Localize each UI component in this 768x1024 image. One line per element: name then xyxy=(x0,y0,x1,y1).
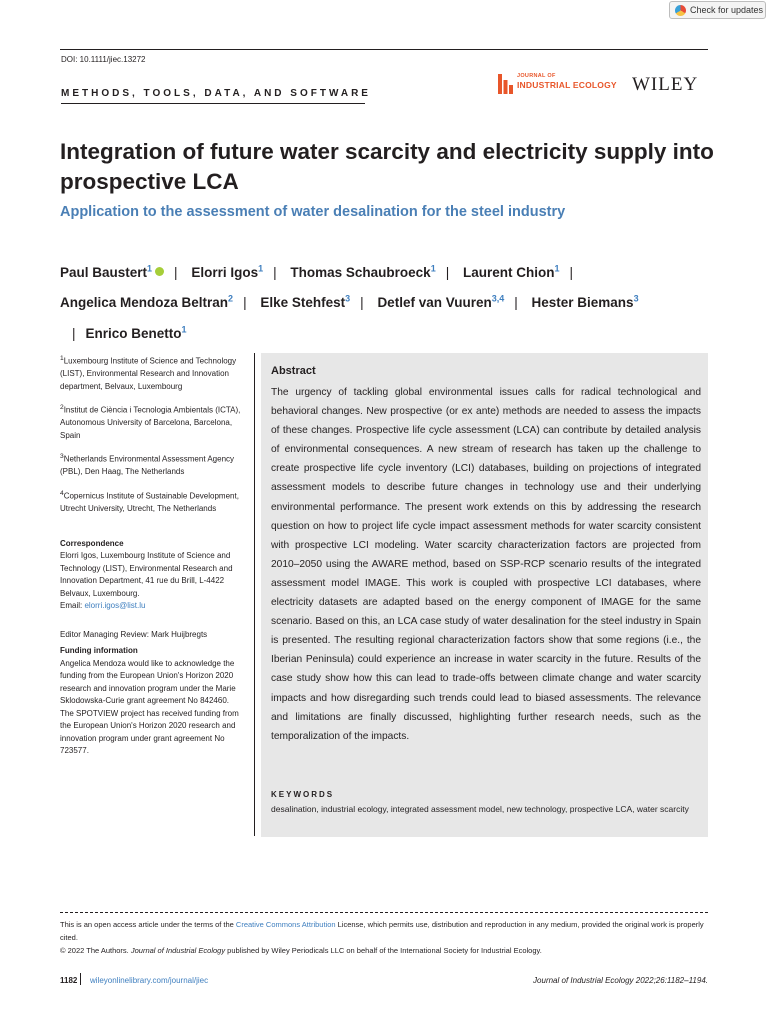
journal-url-link[interactable]: wileyonlinelibrary.com/journal/jiec xyxy=(90,976,209,985)
affiliation: $^4$Copernicus Institute of Sustainable Development, Utrecht University, Utrecht, The Netherlands xyxy=(60,489,239,514)
logo-industrial-ecology: INDUSTRIAL ECOLOGY xyxy=(517,80,617,90)
wiley-logo: WILEY xyxy=(632,74,699,95)
editor-note: Editor Managing Review: Mark Huijbregts xyxy=(60,629,208,639)
correspondence: Correspondence Elorri Igos, Luxembourg Institute of Science and Technology (LIST), Environmental Research and Innovation Department, 41 rue du Brill, L-4422 Belvaux, Luxembourg. Email: elorri.igos@list.lu xyxy=(60,538,233,611)
doi: DOI: 10.1111/jiec.13272 xyxy=(61,55,146,64)
article-title: Integration of future water scarcity and electricity supply into prospective LCA xyxy=(60,139,714,194)
author-list: Paul Baustert$^1$ | Elorri Igos$^1$ | Thomas Schaubroeck$^1$ | Laurent Chion$^1$ | Angelica Mendoza Beltran$^2$ | Elke Stehfest$^3$ | Detlef van Vuuren$^{3,4}$ | Hester Biemans$^3$ | Enrico Benetto$^1$ xyxy=(60,263,639,341)
footer-rule xyxy=(60,912,708,913)
author[interactable]: Elorri Igos$^1$ xyxy=(191,263,264,280)
affiliation: $^1$Luxembourg Institute of Science and Technology (LIST), Environmental Research and Innovation department, Belvaux, Luxembourg xyxy=(60,355,237,391)
column-divider xyxy=(254,353,255,836)
author[interactable]: Enrico Benetto$^1$ xyxy=(85,324,187,341)
keywords-heading: KEYWORDS xyxy=(271,790,335,799)
top-rule xyxy=(60,49,708,50)
author[interactable]: Laurent Chion$^1$ xyxy=(462,263,560,280)
correspondence-heading: Correspondence xyxy=(60,538,124,548)
abstract-heading: Abstract xyxy=(271,365,316,377)
author[interactable]: Elke Stehfest$^3$ xyxy=(260,293,351,310)
email-link[interactable]: elorri.igos@list.lu xyxy=(84,601,146,611)
logo-journal-of: JOURNAL OF xyxy=(517,73,556,79)
abstract-box xyxy=(261,353,708,837)
author[interactable]: Thomas Schaubroeck$^1$ xyxy=(290,263,436,280)
journal-logo xyxy=(498,72,710,98)
check-for-updates-button[interactable] xyxy=(669,1,766,19)
author[interactable]: Paul Baustert$^1$ xyxy=(60,263,153,280)
industrial-ecology-logo-icon xyxy=(498,74,513,94)
section-underline xyxy=(61,103,365,104)
check-for-updates-label: Check for updates xyxy=(690,5,764,15)
keywords: desalination, industrial ecology, integrated assessment model, new technology, prospective LCA, water scarcity xyxy=(271,804,689,814)
funding-info xyxy=(60,645,244,758)
left-column xyxy=(60,353,244,767)
license-note: This is an open access article under the terms of the Creative Commons Attribution License, which permits use, distribution and reproduction in any medium, provided the original work is properly cited. © 2022 The Authors. Journal of Industrial Ecology published by Wiley Periodicals LLC on behalf of the International Society for Industrial Ecology. xyxy=(60,920,704,955)
page-number: 1182 xyxy=(60,976,78,985)
affiliation: $^2$Institut de Ciència i Tecnologia Ambientals (ICTA), Autonomous University of Barcelona, Barcelona, Spain xyxy=(60,404,241,440)
cc-license-link[interactable]: Creative Commons Attribution xyxy=(235,920,336,929)
funding-text: Angelica Mendoza would like to acknowledge the funding from the European Union's Horizon 2020 research and innovation program under the Marie Sklodowska-Curie grant agreement No 842460. The SPOTVIEW project has received funding from the European Union's Horizon 2020 research and innovation program under grant agreement No 723577. xyxy=(60,658,239,756)
author[interactable]: Detlef van Vuuren$^{3,4}$ xyxy=(377,293,505,310)
abstract-body: The urgency of tackling global environmental issues calls for radical technological and behavioral changes. New prospective (or ex ante) methods are needed to assess the impacts of these changes. Prospective life cycle assessment (LCA) can contribute by detailed analysis of environmental consequences. A new stream of research has taken up the challenge to create prospective life cycle inventory (LCI) databases, building on projections of integrated assessment models to describe future changes in technology use and their underlying environmental performance. The present work extends on this by addressing the research question on how to project life cycle impact assessment methods for water scarcity consistent with prospective LCI modeling. Water scarcity characterization factors are projected from 2010–2050 using the AWARE method, based on SSP-RCP scenario results of the integrated assessment model IMAGE. This work is coupled with prospective LCI databases, where electricity datasets are adapted based on the energy component of IMAGE for the same scenario. Based on this, an LCA case study of water desalination for the steel industry in Spain is presented. The resulting regional characterization factors show that some regions (i.e., the Iberian Peninsula) could experience an increase in water scarcity in the future. Results of the case study show how this can lead to trade-offs between climate change and water scarcity impacts and how disregarding such trends could lead to biased assessments. The relevance and limitations are finally discussed, highlighting further research needs, such as the temporalization of the impacts. xyxy=(271,387,701,742)
article-subtitle: Application to the assessment of water desalination for the steel industry xyxy=(60,204,566,220)
affiliation: $^3$Netherlands Environmental Assessment Agency (PBL), Den Haag, The Netherlands xyxy=(60,453,235,477)
journal-citation: Journal of Industrial Ecology 2022;26:1182–1194. xyxy=(533,976,708,985)
author[interactable]: Angelica Mendoza Beltran$^2$ xyxy=(60,293,234,310)
correspondence-text: Elorri Igos, Luxembourg Institute of Science and Technology (LIST), Environmental Research and Innovation Department, 41 rue du Brill, L-4422 Belvaux, Luxembourg. xyxy=(60,551,233,598)
section-label: METHODS, TOOLS, DATA, AND SOFTWARE xyxy=(61,88,371,99)
crossmark-icon xyxy=(675,5,686,16)
author[interactable]: Hester Biemans$^3$ xyxy=(531,293,639,310)
page-number-divider xyxy=(80,973,81,985)
orcid-icon[interactable] xyxy=(155,267,164,276)
funding-heading: Funding information xyxy=(60,646,138,656)
